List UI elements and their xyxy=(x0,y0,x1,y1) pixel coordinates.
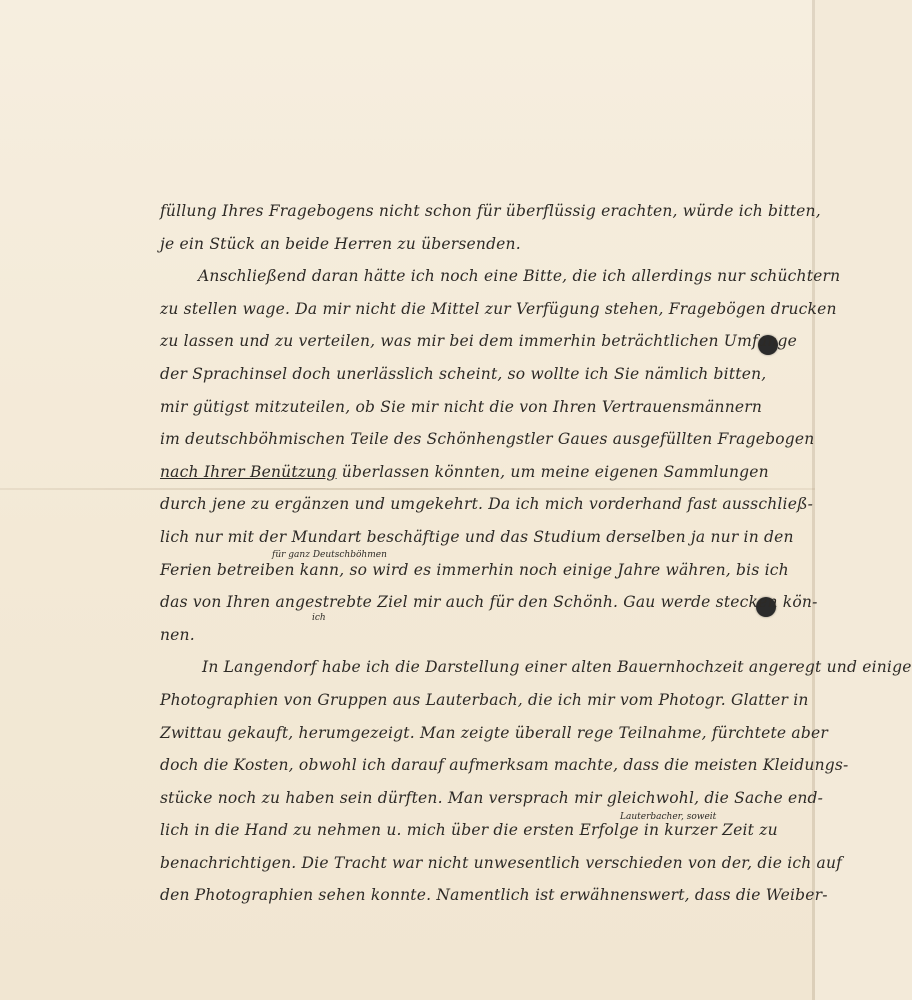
text-line: Photographien von Gruppen aus Lauterbach, die ich mir vom Photogr. Glatter in xyxy=(160,690,809,709)
text-line: zu lassen und zu verteilen, was mir bei dem immerhin beträchtlichen Umfange xyxy=(160,332,798,351)
text-line: zu stellen wage. Da mir nicht die Mittel zur Verfügung stehen, Fragebögen drucken xyxy=(160,299,837,318)
text-line: je ein Stück an beide Herren zu übersenden. xyxy=(160,234,521,253)
text-line: Ferien betreiben kann, so wird es immerhin noch einige Jahre währen, bis ich xyxy=(160,560,789,579)
handwritten-letter-body xyxy=(160,195,912,912)
text-line: Anschließend daran hätte ich noch eine Bitte, die ich allerdings nur schüchtern xyxy=(198,267,841,286)
text-line: nach Ihrer Benützung überlassen könnten, um meine eigenen Sammlungen xyxy=(160,462,769,481)
text-line: Zwittau gekauft, herumgezeigt. Man zeigte überall rege Teilnahme, fürchtete aber xyxy=(160,723,828,742)
text-line: füllung Ihres Fragebogens nicht schon für überflüssig erachten, würde ich bitten, xyxy=(160,202,821,220)
text-line: lich in die Hand zu nehmen u. mich über die ersten Erfolge in kurzer Zeit zu xyxy=(160,821,778,840)
text-line: den Photographien sehen konnte. Namentlich ist erwähnenswert, dass die Weiber- xyxy=(160,886,828,905)
interlinear-note: für ganz Deutschböhmen xyxy=(272,550,387,560)
text-line: doch die Kosten, obwohl ich darauf aufmerksam machte, dass die meisten Kleidungs- xyxy=(160,756,849,775)
text-line: der Sprachinsel doch unerlässlich scheint, so wollte ich Sie nämlich bitten, xyxy=(160,364,767,383)
interlinear-note: Lauterbacher, soweit xyxy=(620,812,717,822)
text-line: stücke noch zu haben sein dürften. Man versprach mir gleichwohl, die Sache end- xyxy=(160,788,824,807)
text-line: durch jene zu ergänzen und umgekehrt. Da ich mich vorderhand fast ausschließ- xyxy=(160,495,814,514)
text-line: im deutschböhmischen Teile des Schönhengstler Gaues ausgefüllten Fragebogen xyxy=(160,430,815,449)
interlinear-note: ich xyxy=(312,613,326,623)
underlined-phrase: nach Ihrer Benützung xyxy=(160,462,337,481)
text-line: lich nur mit der Mundart beschäftige und das Studium derselben ja nur in den xyxy=(160,527,794,546)
text-line: das von Ihren angestrebte Ziel mir auch für den Schönh. Gau werde stecken kön- xyxy=(160,593,818,612)
text-line: In Langendorf habe ich die Darstellung einer alten Bauernhochzeit angeregt und einige xyxy=(202,658,912,677)
text-line: mir gütigst mitzuteilen, ob Sie mir nicht die von Ihren Vertrauensmännern xyxy=(160,397,763,416)
text-line: nen. xyxy=(160,625,195,644)
text-line: benachrichtigen. Die Tracht war nicht unwesentlich verschieden von der, die ich auf xyxy=(160,853,843,872)
